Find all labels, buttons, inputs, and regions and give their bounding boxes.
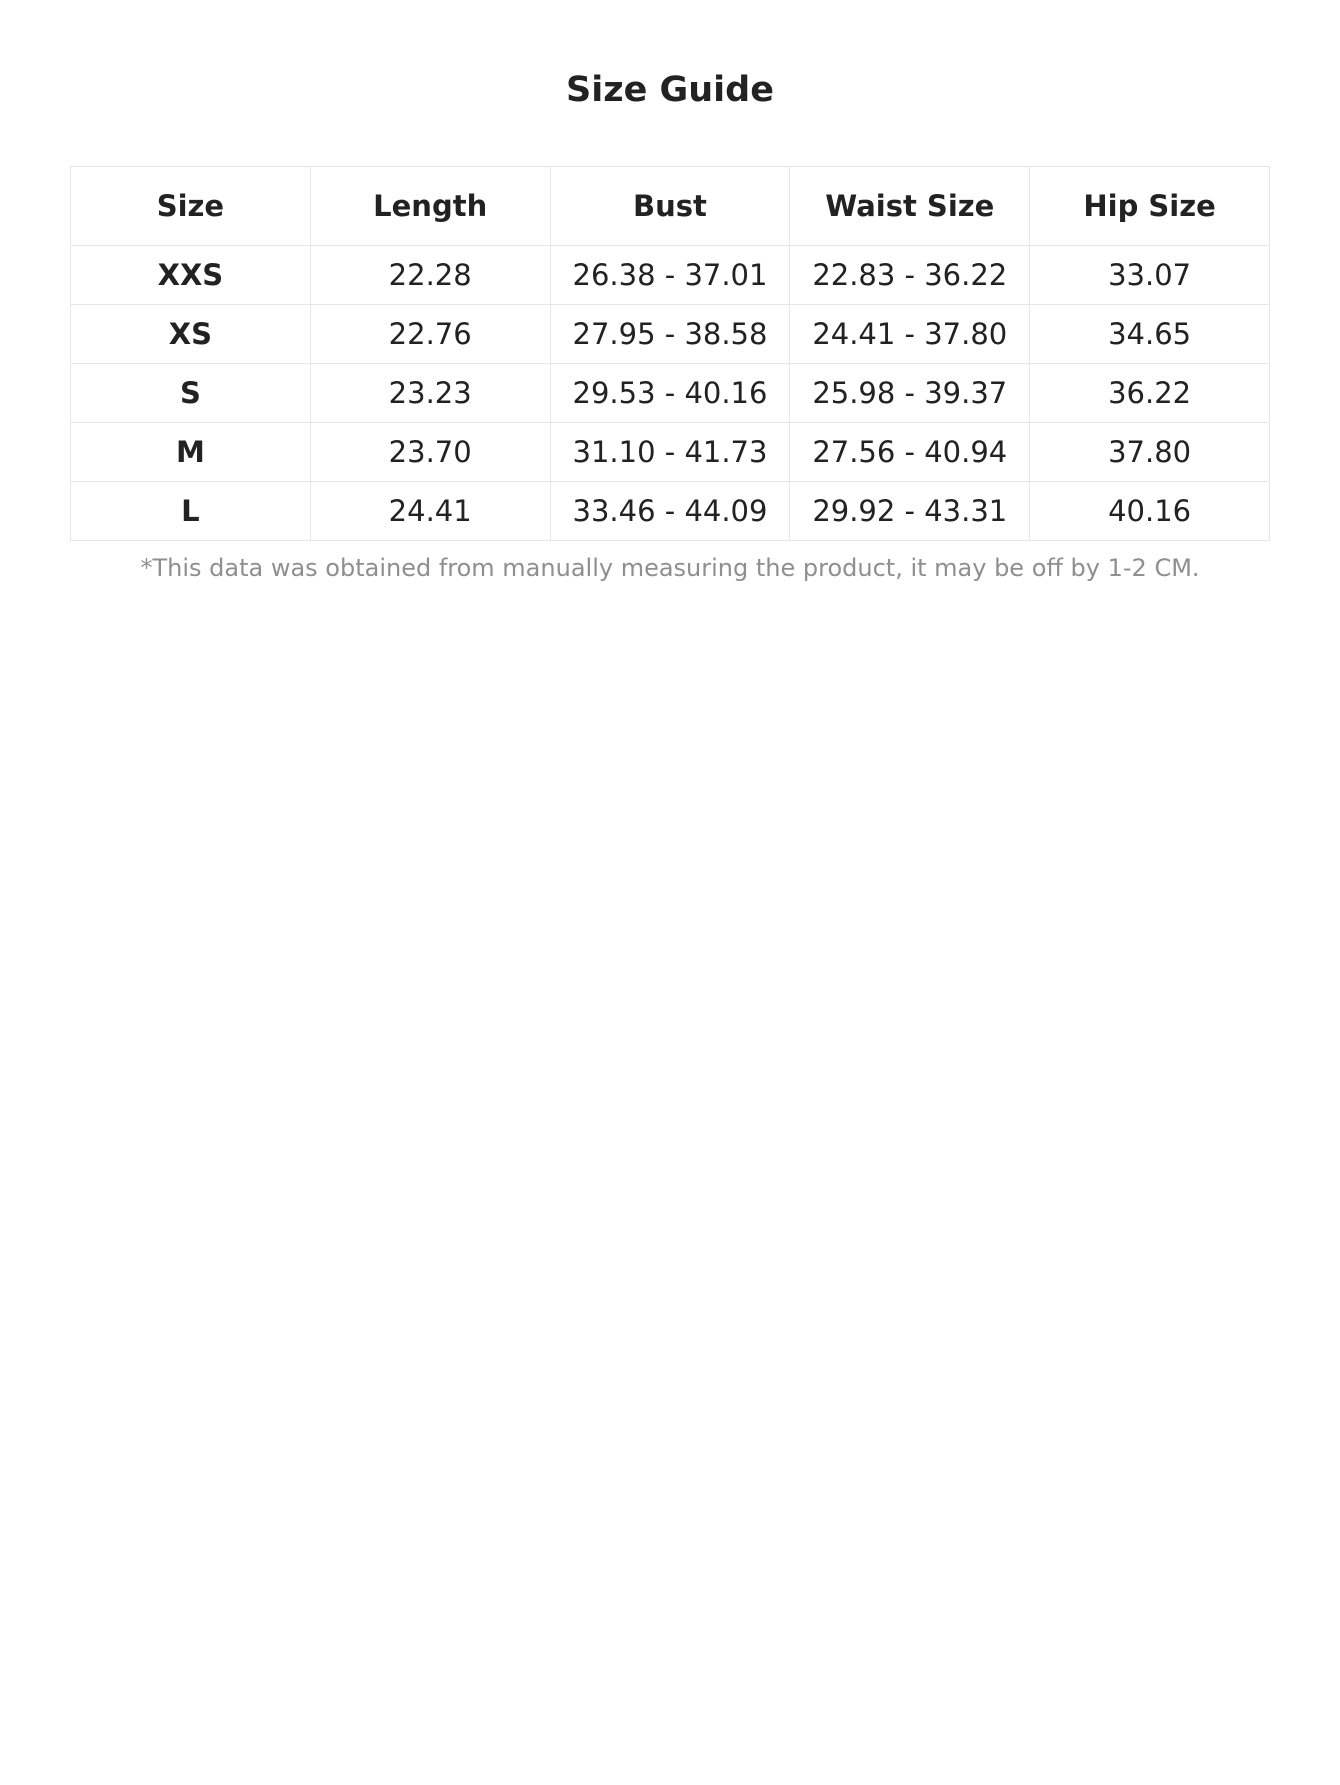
- hip-size-cell: 37.80: [1030, 423, 1270, 482]
- waist-size-cell: 25.98 - 39.37: [790, 364, 1030, 423]
- bust-cell: 29.53 - 40.16: [550, 364, 790, 423]
- header-bust: Bust: [550, 167, 790, 246]
- bust-cell: 33.46 - 44.09: [550, 482, 790, 541]
- size-cell: M: [71, 423, 311, 482]
- bust-cell: 26.38 - 37.01: [550, 246, 790, 305]
- measurement-disclaimer: *This data was obtained from manually measuring the product, it may be off by 1-2 CM.: [140, 554, 1200, 582]
- waist-size-cell: 29.92 - 43.31: [790, 482, 1030, 541]
- waist-size-cell: 24.41 - 37.80: [790, 305, 1030, 364]
- size-cell: L: [71, 482, 311, 541]
- size-cell: S: [71, 364, 311, 423]
- table-row: [71, 305, 1270, 364]
- size-table: [70, 166, 1270, 541]
- size-cell: XS: [71, 305, 311, 364]
- header-length: Length: [310, 167, 550, 246]
- header-size: Size: [71, 167, 311, 246]
- length-cell: 24.41: [310, 482, 550, 541]
- page-title: Size Guide: [566, 70, 774, 110]
- hip-size-cell: 40.16: [1030, 482, 1270, 541]
- table-row: [71, 482, 1270, 541]
- table-header-row: [71, 167, 1270, 246]
- size-cell: XXS: [71, 246, 311, 305]
- header-hip-size: Hip Size: [1030, 167, 1270, 246]
- header-waist-size: Waist Size: [790, 167, 1030, 246]
- length-cell: 22.28: [310, 246, 550, 305]
- length-cell: 23.70: [310, 423, 550, 482]
- bust-cell: 27.95 - 38.58: [550, 305, 790, 364]
- waist-size-cell: 22.83 - 36.22: [790, 246, 1030, 305]
- table-row: [71, 246, 1270, 305]
- length-cell: 22.76: [310, 305, 550, 364]
- table-row: [71, 364, 1270, 423]
- waist-size-cell: 27.56 - 40.94: [790, 423, 1030, 482]
- table-row: [71, 423, 1270, 482]
- bust-cell: 31.10 - 41.73: [550, 423, 790, 482]
- hip-size-cell: 36.22: [1030, 364, 1270, 423]
- hip-size-cell: 33.07: [1030, 246, 1270, 305]
- length-cell: 23.23: [310, 364, 550, 423]
- hip-size-cell: 34.65: [1030, 305, 1270, 364]
